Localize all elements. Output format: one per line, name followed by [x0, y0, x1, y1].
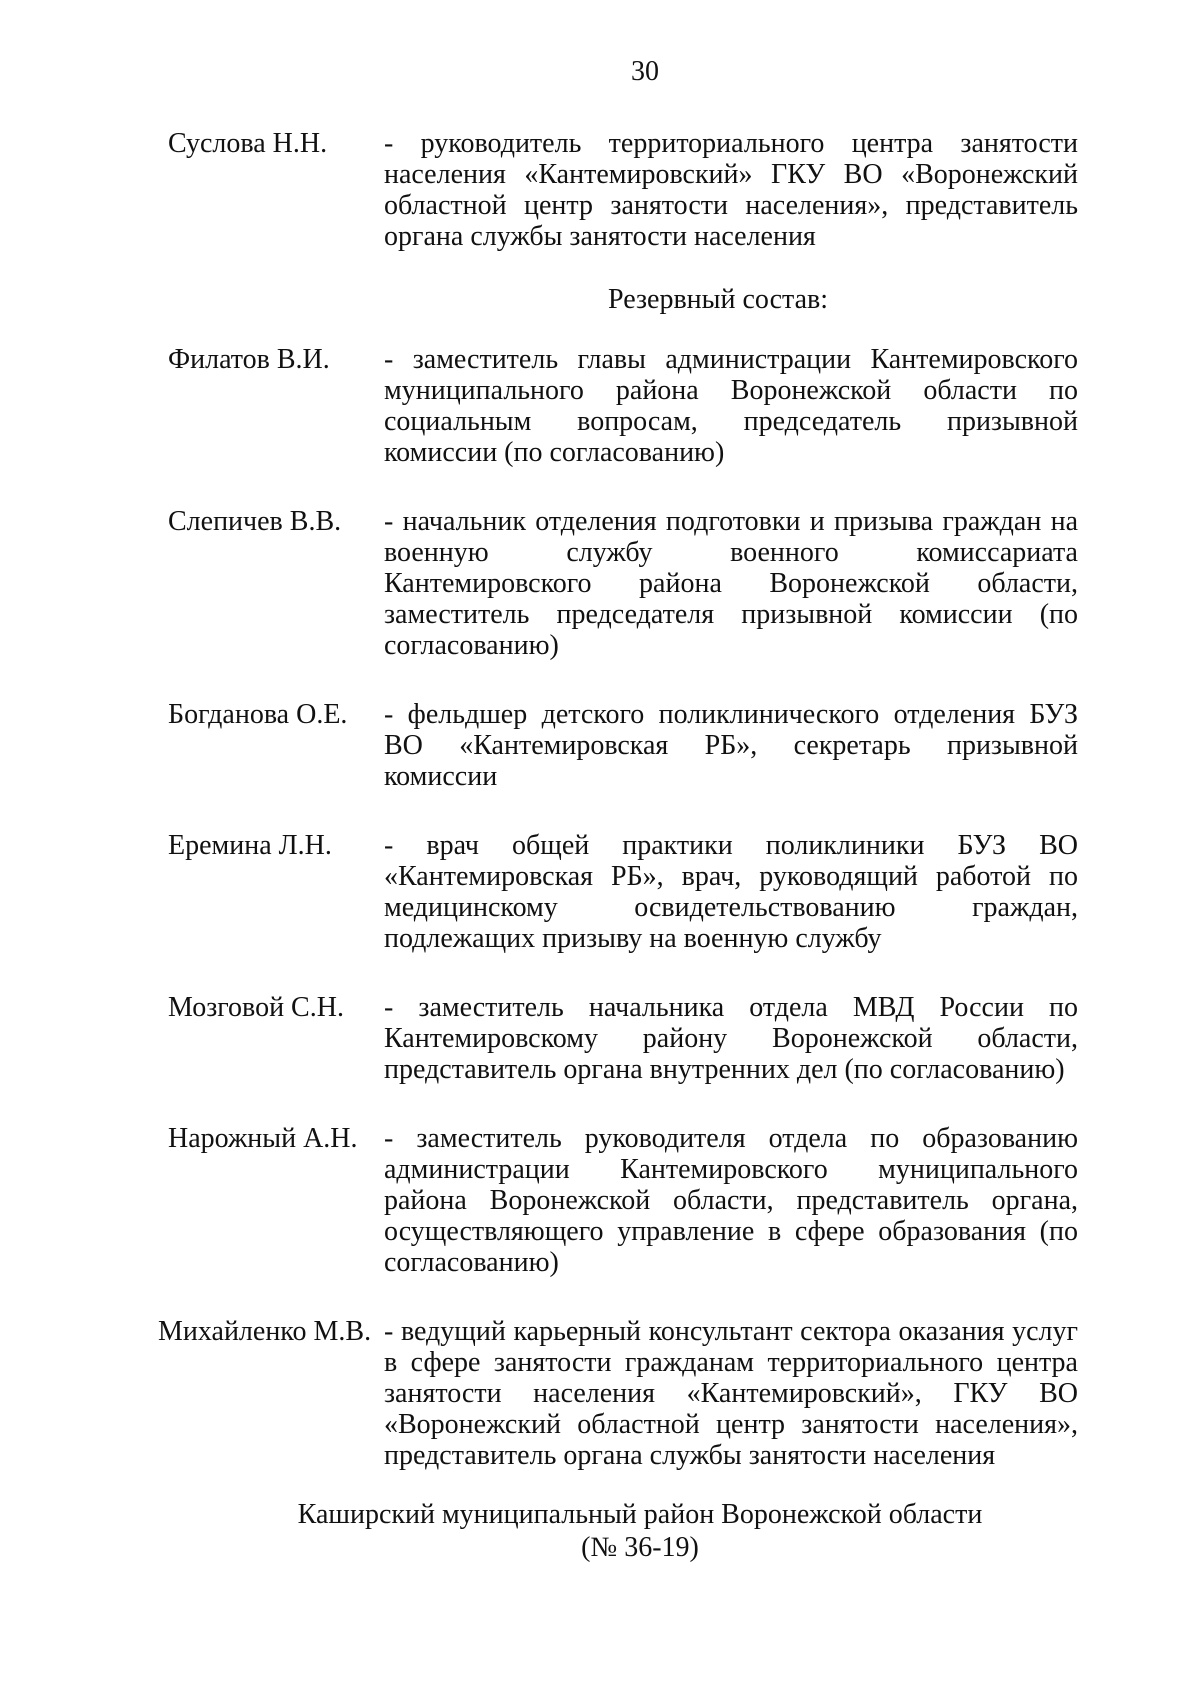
member-name: Нарожный А.Н. [168, 1123, 358, 1154]
member-description: - фельдшер детского поликлинического отделения БУЗ ВО «Кантемировская РБ», секретарь призывной комиссии [384, 699, 1078, 792]
member-entry [168, 344, 1078, 468]
member-entry [168, 506, 1078, 661]
member-description: - заместитель главы администрации Кантемировского муниципального района Воронежской области по социальным вопросам, председатель призывной комиссии (по согласованию) [384, 344, 1078, 468]
page-number: 30 [631, 56, 659, 87]
member-name: Филатов В.И. [168, 344, 330, 375]
member-description: - руководитель территориального центра занятости населения «Кантемировский» ГКУ ВО «Воронежский областной центр занятости населения», представитель органа службы занятости населения [384, 128, 1078, 252]
member-entry [158, 1316, 1078, 1471]
member-list [158, 128, 1078, 1471]
member-name: Слепичев В.В. [168, 506, 342, 537]
district-heading [0, 1498, 1200, 1564]
member-description: - заместитель руководителя отдела по образованию администрации Кантемировского муниципального района Воронежской области, представитель органа, осуществляющего управление в сфере образования (по согласованию) [384, 1123, 1078, 1278]
member-entry [168, 128, 1078, 252]
member-description: - врач общей практики поликлиники БУЗ ВО «Кантемировская РБ», врач, руководящий работой по медицинскому освидетельствованию граждан, подлежащих призыву на военную службу [384, 830, 1078, 954]
member-entry [168, 1123, 1078, 1278]
member-description: - начальник отделения подготовки и призыва граждан на военную службу военного комиссариата Кантемировского района Воронежской области, заместитель председателя призывной комиссии (по согласованию) [384, 506, 1078, 661]
member-entry [168, 992, 1078, 1085]
member-description: - ведущий карьерный консультант сектора оказания услуг в сфере занятости гражданам территориального центра занятости населения «Кантемировский», ГКУ ВО «Воронежский областной центр занятости населения», представитель органа службы занятости населения [384, 1316, 1078, 1471]
member-name: Богданова О.Е. [168, 699, 348, 730]
member-entry [168, 830, 1078, 954]
district-number: (№ 36-19) [581, 1532, 699, 1563]
member-name: Еремина Л.Н. [168, 830, 332, 861]
member-name: Суслова Н.Н. [168, 128, 328, 159]
reserve-heading: Резервный состав: [607, 284, 829, 315]
member-name: Михайленко М.В. [158, 1316, 372, 1347]
member-name: Мозговой С.Н. [168, 992, 344, 1023]
member-description: - заместитель начальника отдела МВД России по Кантемировскому району Воронежской области, представитель органа внутренних дел (по согласованию) [384, 992, 1078, 1085]
district-title: Каширский муниципальный район Воронежской области [297, 1499, 983, 1530]
member-entry [168, 699, 1078, 792]
